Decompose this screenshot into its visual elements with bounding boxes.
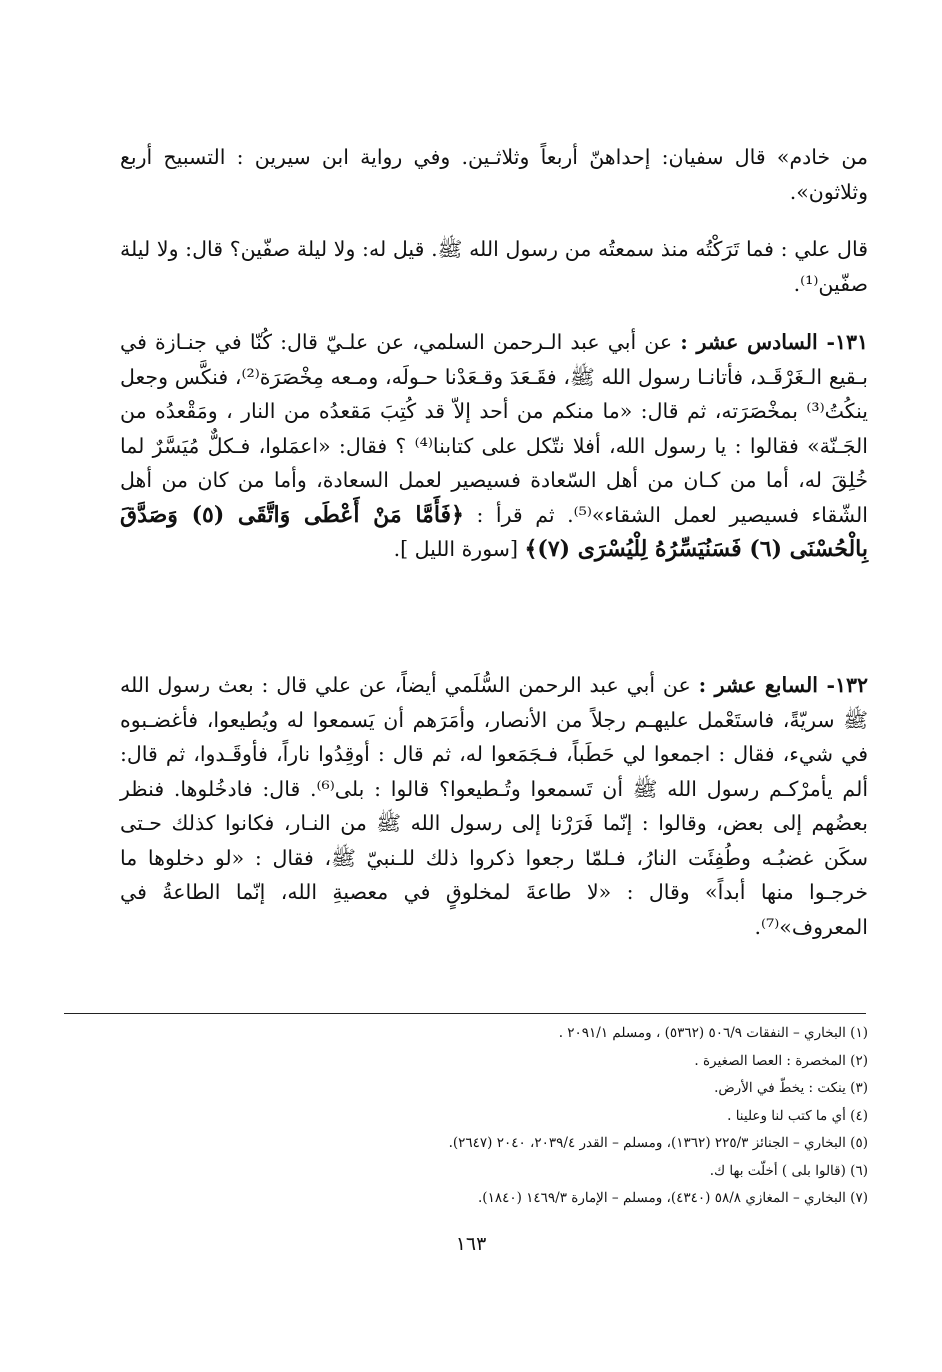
hadith-number: ١٣٢- السابع عشر : [698, 673, 868, 697]
footnote-3: (٣) ينكت : يخطّ في الأرض. [714, 1080, 868, 1096]
footnote-1: (١) البخاري – النفقات ٥٠٦/٩ (٥٣٦٢) ، ومسلم ٢٠٩١/١ . [558, 1025, 868, 1041]
footnote-4: (٤) أي ما كتب لنا وعلينا . [727, 1107, 868, 1124]
footnotes [120, 1020, 868, 1213]
hadith-131 [120, 325, 868, 567]
page-number: ١٦٣ [455, 1233, 487, 1255]
footnote-2: (٢) المخصرة : العصا الصغيرة . [694, 1052, 868, 1069]
footnote-7: (٧) البخاري – المغازي ٥٨/٨ (٤٣٤٠)، ومسلم – الإمارة ١٤٦٩/٣ (١٨٤٠). [478, 1190, 868, 1206]
paragraph-continuation [120, 140, 868, 209]
paragraph-text: من خادم» قال سفيان: إحداهنّ أربعاً وثلاثـين. وفي رواية ابن سيرين : التسبيح أربع وثلاثون». [120, 145, 868, 204]
footnote-5: (٥) البخاري – الجنائز ٢٢٥/٣ (١٣٦٢)، ومسلم – القدر ٢٠٣٩/٤، ٢٠٤٠ (٢٦٤٧). [448, 1135, 868, 1151]
hadith-text: عن أبي عبد الرحمن السُّلَمي أيضاً، عن علي قال : بعث رسول الله ﷺ سريّةً، فاستَعْمل عليهـم رجلاً من الأنصار، وأمَرَهم أن يَسمعوا له ويُطيعوا، فأغضـبوه في شيء، فقال : اجمعوا لي حَطَباً، فـجَمَعوا له، ثم قال : أوقِدُوا ناراً، فأوقَـدوا، ثم قال: ألم يأمرْكـم رسول الله ﷺ أن تَسمعوا وتُـطيعوا؟ قالوا : بلى⁽⁶⁾. قال: فادخُلوها. فنظر بعضُهم إلى بعض، وقالوا : إنّما فَرَرْنا إلى رسول الله ﷺ من النـار، فكانوا كذلك حـتى سكَن غضبُـه وطُفِئَت النارُ، فـلمّا رجعوا ذكروا ذلك للـنبيّ ﷺ، فقال : «لو دخلوها ما خرجـوا منها أبداً» وقال : «لا طاعةَ لمخلوقٍ في معصيةِ الله، إنّما الطاعةُ في المعروف»⁽⁷⁾. [120, 673, 869, 939]
hadith-text: عن أبي عبد الـرحمن السلمي، عن علـيّ قال: كُنّا في جنـازة في بـقيع الـغَرْقَـد، فأتانـا رسول الله ﷺ، فقَـعَدَ وقـعَدْنا حـولَه، ومـعه مِخْصَرَة⁽²⁾، فنكَّس وجعل ينكُتُ⁽³⁾ بمخْصَرَته، ثم قال: «ما منكم من أحد إلاّ قد كُتِبَ مَقعدُه من النار ، ومَقْعدُه من الجَـنّة» فقالوا : يا رسول الله، أفلا نتّكل على كتابنا⁽⁴⁾ ؟ فقال: «اعمَلوا، فـكلٌّ مُيَسَّرٌ لما خُلِقَ له، أما من كـان من أهل السّعادة فسيصير لعمل السعادة، وأما من كان من أهل الشّقاء فسيصير لعمل الشقاء»⁽⁵⁾. ثم قرأ : [120, 330, 868, 527]
surah-reference: [سورة الليل ]. [393, 537, 525, 561]
hadith-number: ١٣١- السادس عشر : [680, 330, 868, 354]
paragraph-text: قال علي : فما تَرَكْتُه منذ سمعتُه من رسول الله ﷺ. قيل له: ولا ليلة صفّين؟ قال: ولا ليلة صفّين⁽¹⁾. [120, 237, 868, 296]
footnote-6: (٦) (قالوا بلى ) أخلّت بها ك. [709, 1162, 868, 1179]
paragraph-ali-saying [120, 232, 868, 301]
footnote-divider [64, 1013, 866, 1014]
hadith-132 [120, 668, 868, 944]
quran-verse: ﴿فَأَمَّا مَنْ أَعْطَى وَاتَّقَى (٥) وَصَدَّقَ بِالْحُسْنَى (٦) فَسَنُيَسِّرُهُ لِلْيُسْرَى (٧)﴾ [120, 501, 868, 562]
